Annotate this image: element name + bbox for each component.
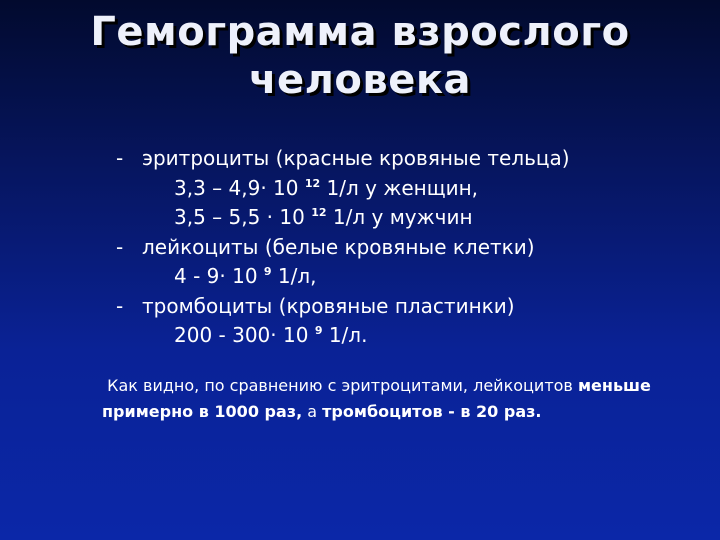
list-item-platelets	[116, 292, 716, 322]
platelets-value	[116, 321, 716, 351]
note-bold-2: тромбоцитов - в 20 раз.	[322, 402, 542, 421]
list-item-leukocytes	[116, 233, 716, 263]
list-dash: -	[116, 146, 124, 170]
list-dash: -	[116, 234, 124, 259]
note-text-2: а	[307, 402, 318, 421]
erythrocytes-men-unit: 1/л у мужчин	[332, 205, 473, 229]
leukocytes-exponent: 9	[263, 265, 272, 278]
platelets-unit: 1/л.	[328, 323, 368, 347]
note-text-1: Как видно, по сравнению с эритроцитами, лейкоцитов	[107, 376, 573, 395]
erythrocytes-men-value	[116, 203, 716, 233]
leukocytes-label: лейкоциты (белые кровяные клетки)	[142, 234, 535, 259]
blood-count-list	[116, 144, 716, 351]
erythrocytes-men-base: 3,5 – 5,5 · 10	[174, 205, 305, 229]
slide-title-line-1: Гемограмма взрослого	[90, 9, 630, 55]
leukocytes-value	[116, 262, 716, 292]
slide-title-line-2: человека	[249, 57, 471, 103]
platelets-exponent: 9	[314, 324, 323, 337]
erythrocytes-women-unit: 1/л у женщин,	[326, 175, 478, 200]
slide-title	[0, 8, 720, 104]
erythrocytes-women-value	[116, 174, 716, 204]
platelets-label: тромбоциты (кровяные пластинки)	[142, 293, 515, 318]
comparison-note	[102, 373, 702, 425]
note-bold-1: меньше примерно в 1000 раз,	[102, 376, 651, 421]
erythrocytes-women-exponent: 12	[304, 176, 321, 190]
erythrocytes-women-base: 3,3 – 4,9· 10	[174, 175, 299, 200]
platelets-base: 200 - 300· 10	[174, 323, 309, 347]
erythrocytes-label: эритроциты (красные кровяные тельца)	[142, 146, 570, 170]
erythrocytes-men-exponent: 12	[311, 206, 327, 219]
list-item-erythrocytes	[116, 144, 716, 174]
leukocytes-base: 4 - 9· 10	[174, 264, 258, 288]
list-dash: -	[116, 293, 124, 318]
leukocytes-unit: 1/л,	[277, 264, 317, 288]
